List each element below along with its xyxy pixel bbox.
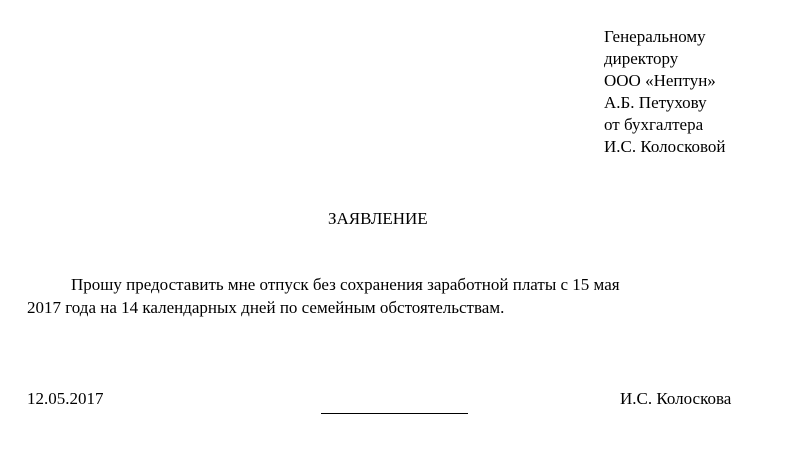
body-line: 2017 года на 14 календарных дней по семейным обстоятельствам. [27,298,505,317]
addressee-line: от бухгалтера [604,115,704,134]
signer-name: И.С. Колоскова [620,389,732,408]
date: 12.05.2017 [27,389,104,408]
addressee-block [604,26,726,158]
application-body [27,273,620,319]
body-line: Прошу предоставить мне отпуск без сохранения заработной платы с 15 мая [71,275,620,294]
addressee-line: ООО «Нептун» [604,71,716,90]
addressee-line: Генеральному [604,27,706,46]
addressee-line: директору [604,49,679,68]
addressee-line: А.Б. Петухову [604,93,707,112]
document-title: ЗАЯВЛЕНИЕ [328,209,428,228]
signature-line [321,413,468,414]
addressee-line: И.С. Колосковой [604,137,726,156]
